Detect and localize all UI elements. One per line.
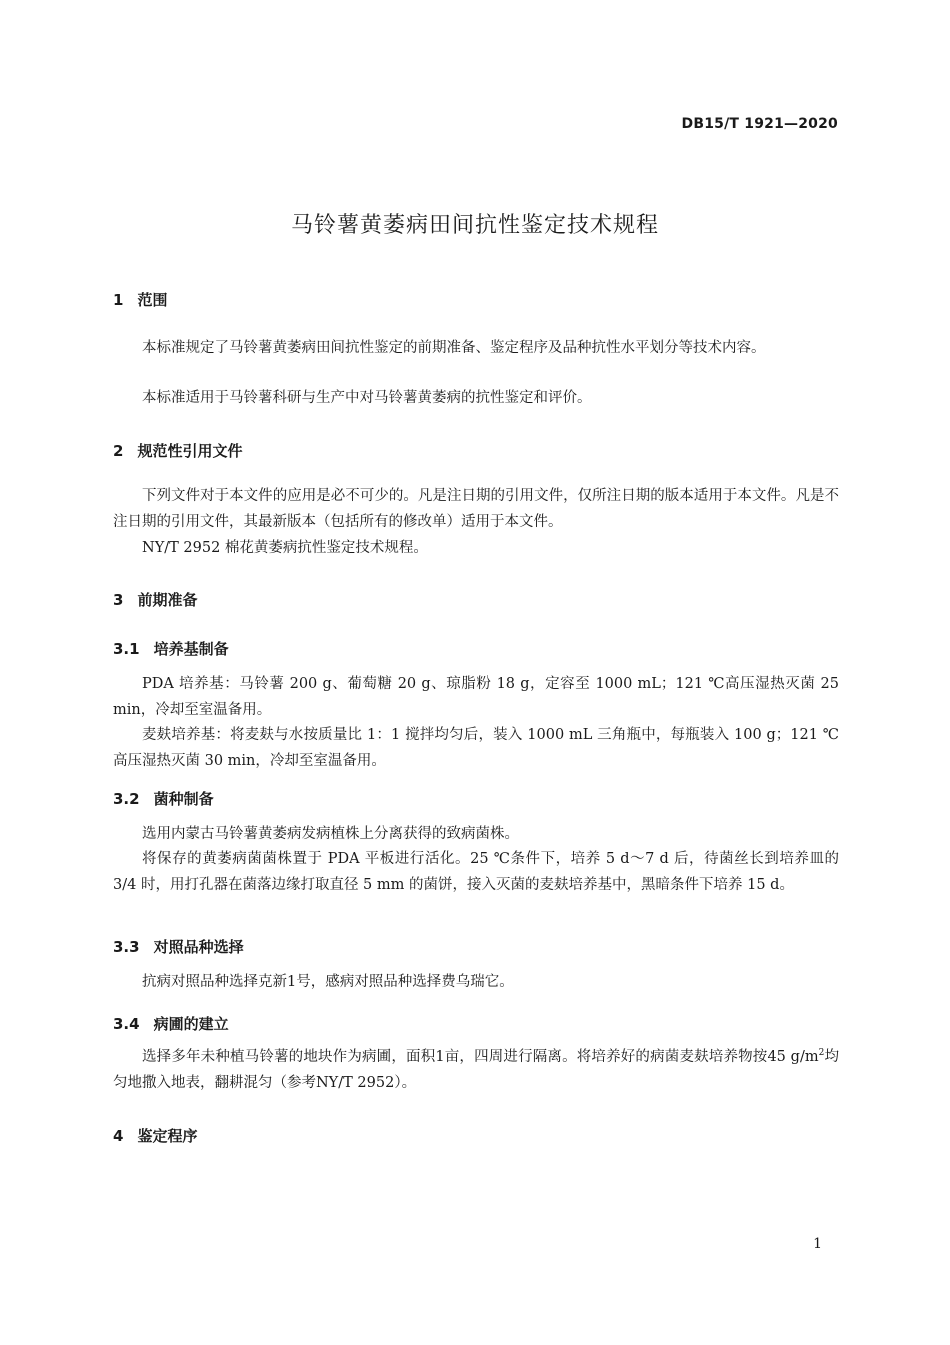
section-title: 鉴定程序 (137, 1127, 198, 1145)
paragraph (113, 1044, 839, 1096)
section-heading-3 (113, 589, 197, 610)
section-number: 3.2 (113, 790, 140, 808)
section-title: 范围 (137, 291, 168, 309)
subsection-heading-3-2 (113, 788, 214, 809)
section-heading-4 (113, 1125, 197, 1146)
paragraph: 选用内蒙古马铃薯黄萎病发病植株上分离获得的致病菌株。 (142, 826, 519, 842)
section-title: 规范性引用文件 (137, 442, 243, 460)
superscript: 2 (818, 1048, 825, 1059)
section-title: 菌种制备 (153, 790, 214, 808)
paragraph: 抗病对照品种选择克新1号，感病对照品种选择费乌瑞它。 (142, 974, 514, 990)
section-number: 2 (113, 442, 124, 460)
document-title: 马铃薯黄萎病田间抗性鉴定技术规程 (290, 213, 659, 238)
subsection-heading-3-3 (113, 936, 244, 957)
document-code: DB15/T 1921—2020 (681, 116, 838, 132)
paragraph: 将保存的黄萎病菌菌株置于 PDA 平板进行活化。25 ℃条件下，培养 5 d～7 d 后，待菌丝长到培养皿的 3/4 时，用打孔器在菌落边缘打取直径 5 mm 的菌饼，接入灭菌的麦麸培养基中，黑暗条件下培养 15 d。 (113, 851, 839, 893)
paragraph: 本标准规定了马铃薯黄萎病田间抗性鉴定的前期准备、鉴定程序及品种抗性水平划分等技术内容。 (142, 340, 766, 356)
paragraph: 本标准适用于马铃薯科研与生产中对马铃薯黄萎病的抗性鉴定和评价。 (142, 390, 592, 406)
section-title: 病圃的建立 (153, 1015, 229, 1033)
paragraph: 麦麸培养基：将麦麸与水按质量比 1：1 搅拌均匀后，装入 1000 mL 三角瓶中，每瓶装入 100 g；121 ℃高压湿热灭菌 30 min，冷却至室温备用。 (113, 727, 839, 769)
section-number: 3.4 (113, 1015, 140, 1033)
paragraph: 下列文件对于本文件的应用是必不可少的。凡是注日期的引用文件，仅所注日期的版本适用于本文件。凡是不注日期的引用文件，其最新版本（包括所有的修改单）适用于本文件。 (113, 488, 839, 530)
paragraph: NY/T 2952 棉花黄萎病抗性鉴定技术规程。 (142, 540, 428, 556)
section-number: 3.1 (113, 640, 140, 658)
section-number: 1 (113, 291, 124, 309)
section-title: 对照品种选择 (153, 938, 244, 956)
paragraph-text: 选择多年未种植马铃薯的地块作为病圃，面积1亩，四周进行隔离。将培养好的病菌麦麸培养物按45 g/m (142, 1049, 819, 1065)
section-heading-1 (113, 289, 167, 310)
page-number: 1 (813, 1236, 822, 1252)
paragraph-text: 均匀地撒入地表，翻耕混匀（参考NY/T 2952）。 (113, 1049, 839, 1091)
section-title: 培养基制备 (153, 640, 229, 658)
subsection-heading-3-4 (113, 1013, 229, 1034)
section-number: 4 (113, 1127, 124, 1145)
section-heading-2 (113, 440, 242, 461)
subsection-heading-3-1 (113, 638, 229, 659)
paragraph: PDA 培养基：马铃薯 200 g、葡萄糖 20 g、琼脂粉 18 g，定容至 1000 mL；121 ℃高压湿热灭菌 25 min，冷却至室温备用。 (113, 676, 839, 718)
section-title: 前期准备 (137, 591, 198, 609)
section-number: 3.3 (113, 938, 140, 956)
section-number: 3 (113, 591, 124, 609)
